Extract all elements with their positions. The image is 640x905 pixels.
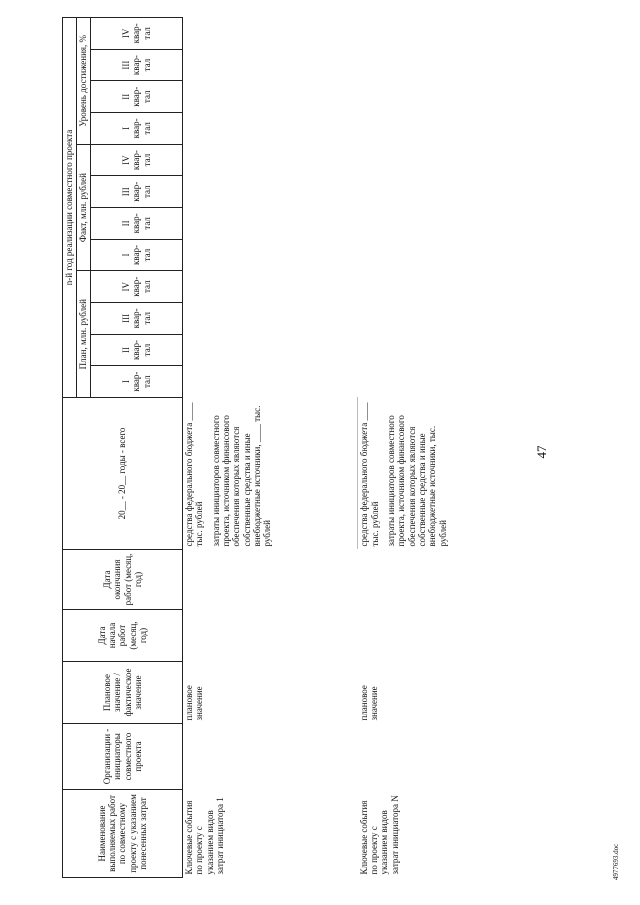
row2-plan-label: плановое значение (358, 685, 380, 721)
row2-name: Ключевые события по проекту с указанием видов затрат инициатора N (358, 795, 400, 875)
quarter-header-line: тал (141, 90, 152, 104)
quarter-header-line: квар- (131, 276, 142, 297)
row1-plan-label: плановое значение (184, 685, 205, 721)
quarter-header-line: квар- (131, 118, 142, 139)
quarter-header-line: тал (141, 343, 152, 357)
quarter-header-line: I (120, 126, 131, 130)
header-name: Наименование выполняемых работ по совместному проекту с указанием понесенных затрат (63, 790, 183, 878)
quarter-header-line: II (120, 220, 131, 227)
footer-doc-code: 4977693.doc (612, 843, 620, 881)
row1-name: Ключевые события по проекту с указанием видов затрат инициатора 1 (184, 797, 226, 875)
quarter-header-line: III (120, 60, 131, 70)
header-end-date: Дата окончания работ (месяц, год) (63, 550, 183, 610)
row2-federal-funds: средства федерального бюджета ____ тыс. рублей (359, 402, 380, 547)
quarter-header-line: квар- (131, 86, 142, 107)
quarter-header (91, 271, 183, 303)
header-fact-group: Факт, млн. рублей (77, 144, 91, 271)
header-start-date: Дата начала работ (месяц, год) (63, 610, 183, 662)
quarter-header-line: III (120, 187, 131, 197)
header-orgs: Организации - инициаторы совместного проекта (63, 724, 183, 790)
row2-orgs (358, 724, 532, 790)
quarter-header (91, 17, 183, 49)
quarter-header-line: IV (120, 281, 131, 292)
row1-start (183, 610, 358, 662)
quarter-header-line: II (120, 93, 131, 100)
row1-orgs (183, 724, 358, 790)
quarter-header-line: тал (141, 58, 152, 72)
quarter-header (91, 334, 183, 366)
quarter-header-line: квар- (131, 213, 142, 234)
quarter-header-line: тал (141, 27, 152, 40)
quarter-header-line: тал (141, 280, 152, 294)
quarter-header-line: квар- (131, 308, 142, 329)
quarter-header (91, 176, 183, 208)
quarter-header-line: I (120, 253, 131, 257)
row1-federal-funds: средства федерального бюджета ____ тыс. рублей (184, 402, 205, 547)
quarter-header (91, 303, 183, 335)
header-year-group: n-й год реализации совместного проекта (63, 17, 77, 397)
quarter-header (91, 144, 183, 176)
header-plan-fact: Плановое значение / фактическое значение (63, 662, 183, 724)
header-years-total: 20__ - 20__ годы - всего (63, 398, 183, 550)
quarter-header-line: тал (141, 312, 152, 325)
quarter-header-line: III (120, 313, 131, 323)
row2-funding (358, 398, 532, 550)
row1-end (183, 550, 358, 610)
quarter-header-line: квар- (131, 371, 142, 392)
quarter-header-line: IV (120, 28, 131, 39)
quarter-header (91, 49, 183, 81)
quarter-header (91, 366, 183, 398)
quarter-header-line: квар- (131, 245, 142, 266)
quarter-header-line: тал (141, 185, 152, 199)
row1-funding (183, 398, 358, 550)
quarter-header-line: IV (120, 155, 131, 165)
quarter-header-line: I (120, 380, 131, 384)
quarter-header-line: тал (141, 153, 152, 167)
quarter-header-line: квар- (131, 23, 142, 44)
quarter-header-line: тал (141, 217, 152, 230)
row1-own-funds: затраты инициаторов совместного проекта, источником финансового обеспечения которых являются собственные средства и иные внебюджетные источники, ____ тыс. рублей (210, 405, 273, 547)
project-table (62, 17, 532, 878)
quarter-header (91, 208, 183, 240)
header-achievement-group: Уровень достижения, % (77, 17, 91, 144)
header-plan-group: План, млн. рублей (77, 271, 91, 398)
quarter-header-line: тал (141, 122, 152, 135)
row2-own-funds: затраты инициаторов совместного проекта, источником финансового обеспечения которых являются собственные средства и иные внебюджетные источники, тыс. рублей (385, 415, 448, 547)
quarter-header (91, 81, 183, 113)
quarter-header (91, 113, 183, 145)
quarter-header-line: квар- (131, 150, 142, 171)
row2-end (358, 550, 532, 610)
quarter-header-line: тал (141, 248, 152, 262)
quarter-header-line: квар- (131, 181, 142, 202)
quarter-header (91, 239, 183, 271)
rotated-table-wrapper (62, 18, 532, 878)
page-number: 47 (534, 445, 549, 459)
quarter-header-line: II (120, 347, 131, 354)
quarter-header-line: тал (141, 375, 152, 388)
row2-start (358, 610, 532, 662)
quarter-header-line: квар- (131, 55, 142, 76)
quarter-header-line: квар- (131, 340, 142, 361)
